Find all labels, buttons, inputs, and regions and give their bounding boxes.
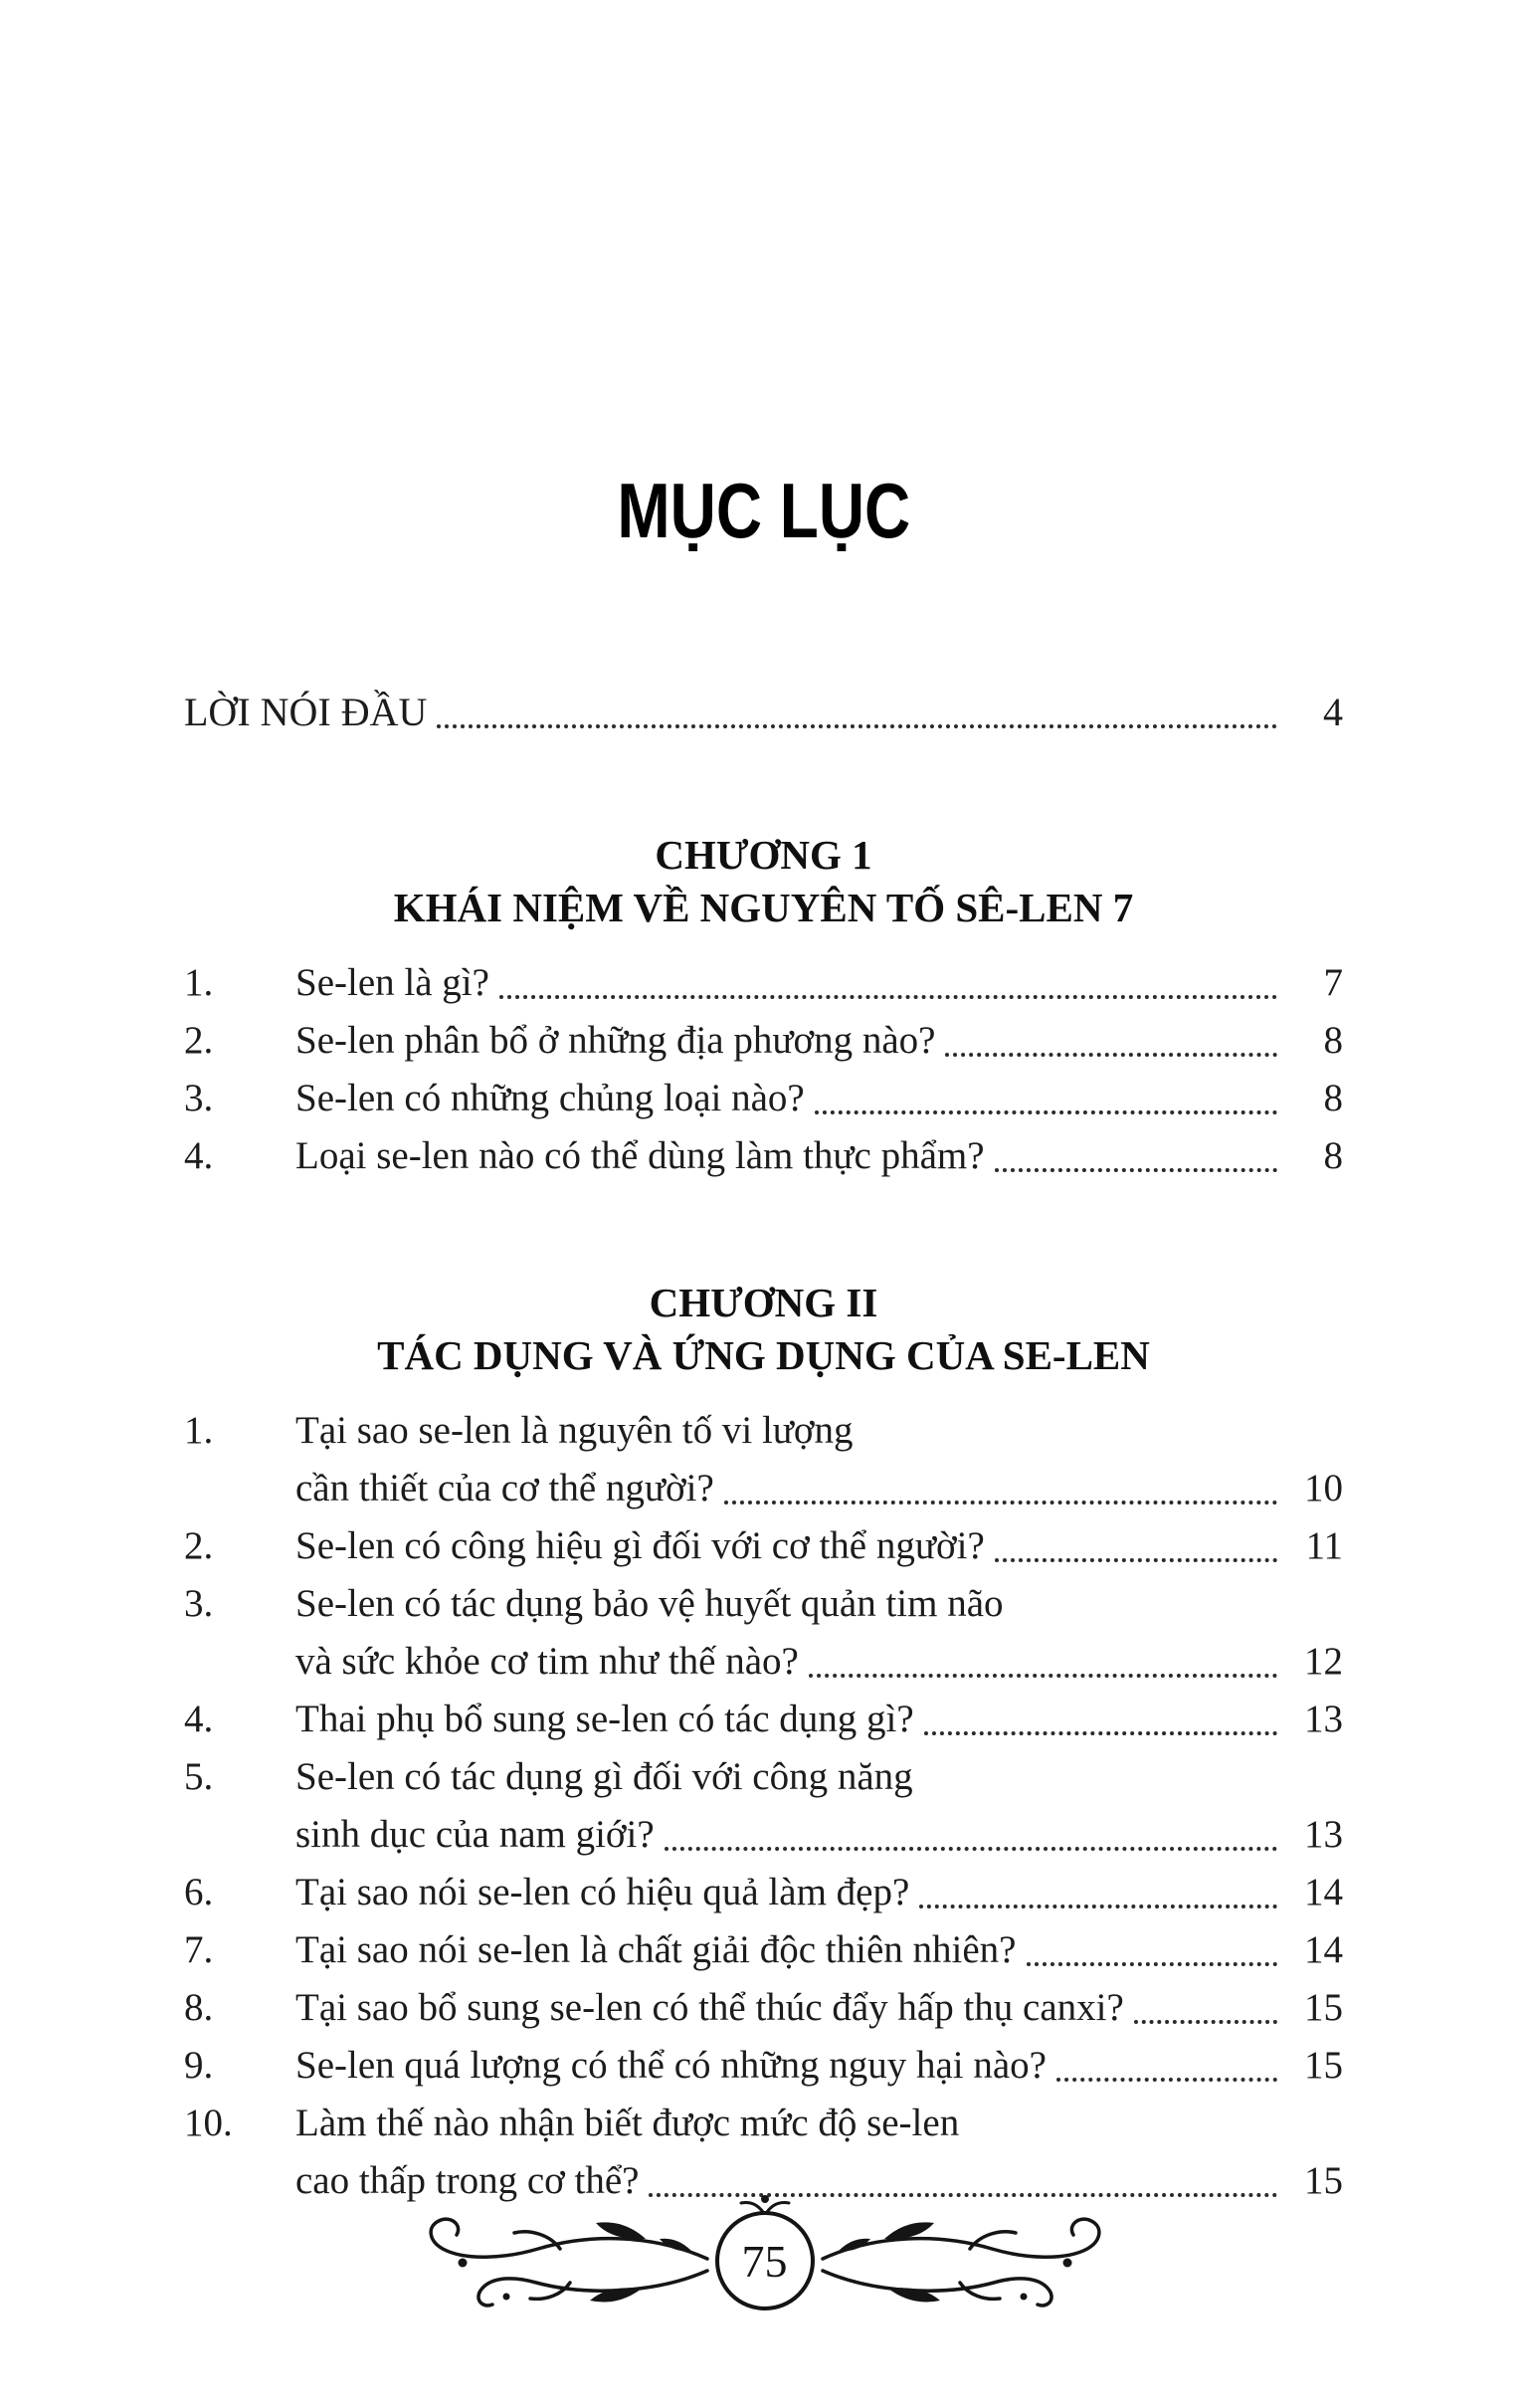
entry-page-number: 10 [1304, 1467, 1343, 1509]
entry-page-number: 14 [1304, 1871, 1343, 1913]
chapters [184, 829, 1343, 2210]
entry-number: 8. [184, 1986, 214, 2029]
chapter-heading-line1: CHƯƠNG 1 [655, 832, 872, 878]
chapter-heading [184, 829, 1343, 934]
toc-content [184, 0, 1343, 2210]
entry-last-line [295, 1517, 1343, 1575]
chapter-entries [184, 954, 1343, 1185]
entry-number: 2. [184, 1524, 214, 1567]
entry-body [295, 2095, 1343, 2210]
entry-body [295, 1921, 1343, 1979]
entry-body [295, 1748, 1343, 1864]
entry-page-number: 8 [1323, 1077, 1343, 1119]
entry-body [295, 1012, 1343, 1070]
dot-leader [499, 995, 1277, 999]
entry-page-number: 13 [1304, 1698, 1343, 1740]
toc-entry [184, 1070, 1343, 1127]
dot-leader [437, 724, 1277, 728]
entry-text: Tại sao bổ sung se-len có thể thúc đẩy hấp thụ canxi? [295, 1986, 1124, 2029]
toc-entry [184, 1748, 1343, 1864]
toc-entry [184, 1012, 1343, 1070]
dot-leader [995, 1168, 1277, 1172]
dot-leader [1134, 2020, 1277, 2024]
entry-number: 5. [184, 1755, 214, 1798]
entry-number: 4. [184, 1698, 214, 1740]
dot-leader [919, 1905, 1277, 1908]
entry-text: Thai phụ bổ sung se-len có tác dụng gì? [295, 1698, 914, 1740]
chapter-heading [184, 1277, 1343, 1382]
entry-number: 3. [184, 1582, 214, 1625]
entry-text-line: Làm thế nào nhận biết được mức độ se-len [295, 2102, 960, 2144]
page-number-badge: 75 [715, 2211, 815, 2310]
entry-last-line [295, 954, 1343, 1012]
entry-number: 7. [184, 1928, 214, 1971]
entry-text: cần thiết của cơ thể người? [295, 1467, 714, 1509]
toc-entry [184, 1402, 1343, 1517]
dot-leader [724, 1501, 1277, 1505]
page-title: MỤC LỤC [617, 467, 910, 554]
flourish-left-icon [411, 2201, 709, 2320]
toc-entry [184, 2037, 1343, 2095]
entry-page-number: 15 [1304, 2159, 1343, 2202]
entry-body [295, 1979, 1343, 2037]
toc-entry [184, 954, 1343, 1012]
entry-body [295, 1864, 1343, 1921]
page-number-badge-wrap [715, 2211, 815, 2310]
entry-text: Loại se-len nào có thể dùng làm thực phẩm? [295, 1134, 985, 1177]
entry-body [295, 1127, 1343, 1185]
dot-leader [665, 1847, 1277, 1851]
entry-last-line [295, 1012, 1343, 1070]
footer-ornament [411, 2201, 1119, 2320]
dot-leader [815, 1110, 1277, 1114]
entry-page-number: 8 [1323, 1019, 1343, 1062]
entry-last-line [295, 1070, 1343, 1127]
toc-entry [184, 1979, 1343, 2037]
entry-page-number: 7 [1323, 961, 1343, 1004]
entry-text-line: Tại sao se-len là nguyên tố vi lượng [295, 1409, 854, 1452]
entry-text: Se-len có công hiệu gì đối với cơ thể người? [295, 1524, 985, 1567]
entry-body [295, 1575, 1343, 1691]
chapter-entries [184, 1402, 1343, 2210]
entry-last-line [295, 1460, 1343, 1517]
dot-leader [809, 1674, 1277, 1678]
entry-number: 2. [184, 1019, 214, 1062]
entry-text: Se-len phân bổ ở những địa phương nào? [295, 1019, 936, 1062]
entry-body [295, 1691, 1343, 1748]
entry-text: Se-len quá lượng có thể có những nguy hại nào? [295, 2044, 1047, 2087]
entry-text: và sức khỏe cơ tim như thế nào? [295, 1640, 799, 1683]
toc-entry [184, 1517, 1343, 1575]
entry-text-line: Se-len có tác dụng bảo vệ huyết quản tim não [295, 1582, 1004, 1625]
entry-text: Se-len có những chủng loại nào? [295, 1077, 805, 1119]
chapter-heading-line2: TÁC DỤNG VÀ ỨNG DỤNG CỦA SE-LEN [377, 1332, 1150, 1378]
entry-text: Tại sao nói se-len có hiệu quả làm đẹp? [295, 1871, 910, 1913]
entry-number: 1. [184, 961, 214, 1004]
entry-number: 4. [184, 1134, 214, 1177]
entry-text-line: Se-len có tác dụng gì đối với công năng [295, 1755, 913, 1798]
entry-body [295, 2037, 1343, 2095]
toc-entry-preface [184, 684, 1343, 741]
entry-body [295, 1070, 1343, 1127]
dot-leader [1027, 1962, 1278, 1966]
entry-text: Tại sao nói se-len là chất giải độc thiên nhiên? [295, 1928, 1017, 1971]
page-title-wrap [184, 466, 1343, 556]
dot-leader [924, 1731, 1277, 1735]
dot-leader [945, 1053, 1277, 1057]
dot-leader [995, 1558, 1277, 1562]
entry-number: 3. [184, 1077, 214, 1119]
entry-last-line [295, 1127, 1343, 1185]
entry-body [295, 1517, 1343, 1575]
toc-entry [184, 1691, 1343, 1748]
chapter-heading-line1: CHƯƠNG II [649, 1280, 878, 1325]
entry-page-number: 12 [1304, 1640, 1343, 1683]
entry-last-line [295, 1979, 1343, 2037]
entry-page-number: 11 [1305, 1524, 1343, 1567]
toc-entry [184, 1127, 1343, 1185]
preface-page-number: 4 [1323, 690, 1343, 734]
entry-page-number: 15 [1304, 2044, 1343, 2087]
entry-last-line [295, 1921, 1343, 1979]
chapter-section [184, 829, 1343, 1185]
entry-number: 1. [184, 1409, 214, 1452]
entry-last-line [295, 1633, 1343, 1691]
entry-last-line [295, 1864, 1343, 1921]
flourish-right-icon [821, 2201, 1119, 2320]
entry-number: 10. [184, 2102, 233, 2144]
entry-body [295, 1402, 1343, 1517]
toc-entry [184, 1575, 1343, 1691]
entry-page-number: 8 [1323, 1134, 1343, 1177]
entry-page-number: 15 [1304, 1986, 1343, 2029]
dot-leader [1056, 2078, 1277, 2082]
chapter-section [184, 1277, 1343, 2210]
entry-text: Se-len là gì? [295, 961, 489, 1004]
entry-last-line [295, 1691, 1343, 1748]
entry-page-number: 14 [1304, 1928, 1343, 1971]
entry-last-line [295, 1806, 1343, 1864]
entry-text: cao thấp trong cơ thể? [295, 2159, 640, 2202]
entry-number: 6. [184, 1871, 214, 1913]
entry-last-line [295, 2037, 1343, 2095]
preface-label: LỜI NÓI ĐẦU [184, 690, 428, 734]
toc-entry [184, 1864, 1343, 1921]
entry-text: sinh dục của nam giới? [295, 1813, 655, 1856]
entry-body [295, 954, 1343, 1012]
entry-number: 9. [184, 2044, 214, 2087]
entry-page-number: 13 [1304, 1813, 1343, 1856]
chapter-heading-line2: KHÁI NIỆM VỀ NGUYÊN TỐ SÊ-LEN 7 [393, 885, 1134, 930]
toc-entry [184, 1921, 1343, 1979]
